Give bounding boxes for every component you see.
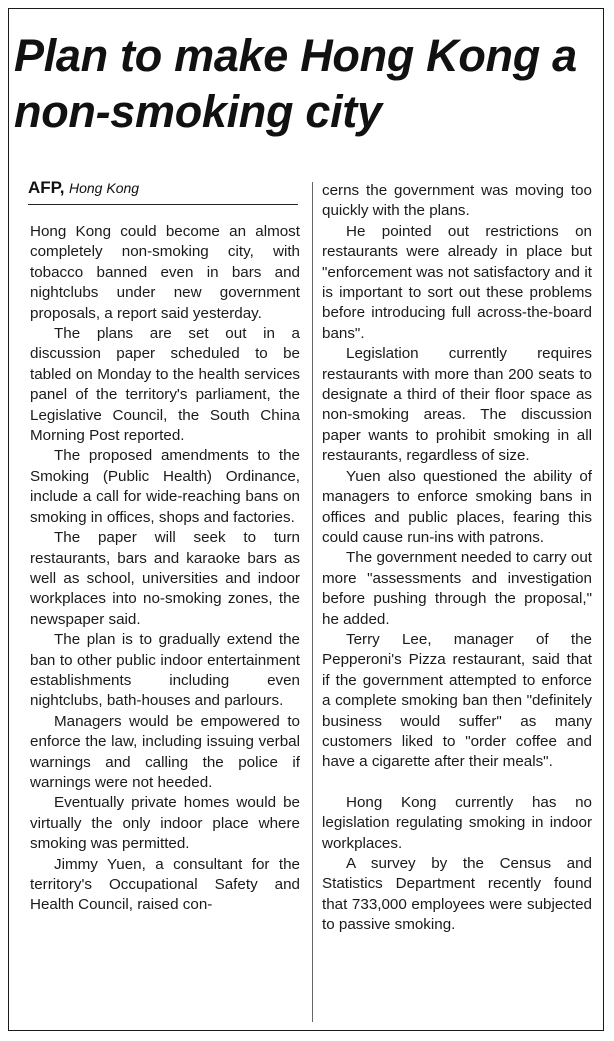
paragraph: The proposed amendments to the Smoking (Public Health) Ordinance, include a call for wide-reaching bans on smoking in offices, shops and factories.: [30, 447, 300, 526]
paragraph: The paper will seek to turn restaurants, bars and karaoke bars as well as school, universities and indoor workplaces into no-smoking zones, the newspaper said.: [30, 529, 300, 628]
paragraph: The plan is to gradually extend the ban to other public indoor entertainment establishments including even nightclubs, bath-houses and parlours.: [30, 631, 300, 710]
paragraph: Eventually private homes would be virtually the only indoor place where smoking was permitted.: [30, 794, 300, 853]
left-column: [30, 222, 300, 916]
byline: [28, 178, 298, 205]
paragraph: Terry Lee, manager of the Pepperoni's Pizza restaurant, said that if the government attempted to enforce a complete smoking ban then "definitely business would suffer" as many customers liked to "order coffee and have a cigarette after their meals".: [322, 630, 592, 771]
right-column: [322, 181, 592, 936]
paragraph: Yuen also questioned the ability of managers to enforce smoking bans in offices and public places, fearing this could cause run-ins with patrons.: [322, 467, 592, 546]
byline-location: Hong Kong: [69, 180, 140, 196]
paragraph: Jimmy Yuen, a consultant for the territory's Occupational Safety and Health Council, raised con-: [30, 855, 300, 914]
paragraph: cerns the government was moving too quickly with the plans.: [322, 182, 592, 220]
headline: Plan to make Hong Kong a non-smoking city: [14, 30, 577, 137]
paragraph: The plans are set out in a discussion paper scheduled to be tabled on Monday to the health services panel of the territory's parliament, the Legislative Council, the South China Morning Post reported.: [30, 325, 300, 445]
paragraph: Hong Kong could become an almost completely non-smoking city, with tobacco banned even in bars and nightclubs under new government proposals, a report said yesterday.: [30, 223, 300, 322]
paragraph: Managers would be empowered to enforce the law, including issuing verbal warnings and calling the police if warnings were not heeded.: [30, 712, 300, 791]
paragraph: He pointed out restrictions on restaurants were already in place but "enforcement was not satisfactory and it is important to sort out these problems before introducing full across-the-board bans".: [322, 222, 592, 342]
paragraph: The government needed to carry out more "assessments and investigation before pushing through the proposal," he added.: [322, 549, 592, 628]
paragraph: A survey by the Census and Statistics Department recently found that 733,000 employees were subjected to passive smoking.: [322, 855, 592, 934]
paragraph: Legislation currently requires restaurants with more than 200 seats to designate a third of their floor space as non-smoking areas. The discussion paper wants to prohibit smoking in all restaurants, regardless of size.: [322, 345, 592, 465]
byline-agency: AFP,: [28, 178, 65, 197]
column-divider: [312, 182, 313, 1022]
paragraph: Hong Kong currently has no legislation regulating smoking in indoor workplaces.: [322, 793, 592, 852]
